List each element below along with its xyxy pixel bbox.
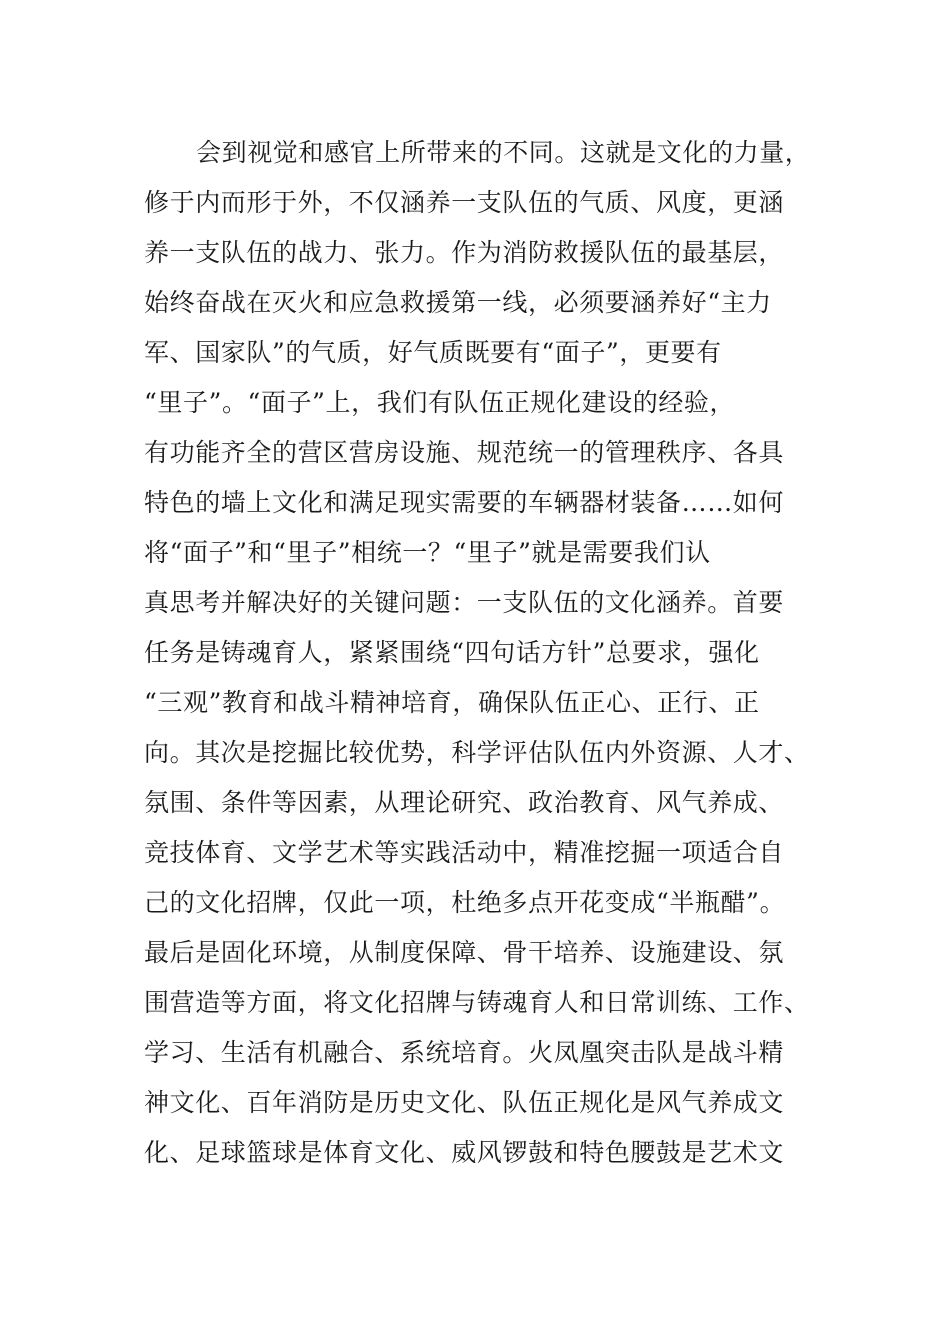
text-line: 会到视觉和感官上所带来的不同。这就是文化的力量，: [196, 138, 811, 167]
text-line: 围营造等方面，将文化招牌与铸魂育人和日常训练、工作、: [144, 988, 810, 1017]
text-line: 竞技体育、文学艺术等实践活动中，精准挖掘一项适合自: [144, 838, 785, 867]
text-line: 始终奋战在灭火和应急救援第一线，必须要涵养好“主力: [144, 288, 772, 317]
body-paragraph: [144, 128, 824, 1178]
text-line: “里子”。“面子”上，我们有队伍正规化建设的经验，: [144, 388, 736, 417]
text-line: 神文化、百年消防是历史文化、队伍正规化是风气养成文: [144, 1088, 785, 1117]
text-line: 修于内而形于外，不仅涵养一支队伍的气质、风度，更涵: [144, 188, 785, 217]
text-line: 向。其次是挖掘比较优势，科学评估队伍内外资源、人才、: [144, 738, 810, 767]
text-line: 将“面子”和“里子”相统一？“里子”就是需要我们认: [144, 538, 711, 567]
text-line: 化、足球篮球是体育文化、威风锣鼓和特色腰鼓是艺术文: [144, 1138, 785, 1167]
text-line: 任务是铸魂育人，紧紧围绕“四句话方针”总要求，强化: [144, 638, 760, 667]
text-line: 氛围、条件等因素，从理论研究、政治教育、风气养成、: [144, 788, 785, 817]
text-line: 真思考并解决好的关键问题：一支队伍的文化涵养。首要: [144, 588, 785, 617]
text-line: 特色的墙上文化和满足现实需要的车辆器材装备……如何: [144, 488, 785, 517]
text-line: 养一支队伍的战力、张力。作为消防救援队伍的最基层，: [144, 238, 785, 267]
text-line: 己的文化招牌，仅此一项，杜绝多点开花变成“半瓶醋”。: [144, 888, 786, 917]
text-line: “三观”教育和战斗精神培育，确保队伍正心、正行、正: [144, 688, 760, 717]
text-line: 学习、生活有机融合、系统培育。火凤凰突击队是战斗精: [144, 1038, 785, 1067]
text-line: 军、国家队”的气质，好气质既要有“面子”，更要有: [144, 338, 722, 367]
text-line: 有功能齐全的营区营房设施、规范统一的管理秩序、各具: [144, 438, 785, 467]
text-line: 最后是固化环境，从制度保障、骨干培养、设施建设、氛: [144, 938, 785, 967]
